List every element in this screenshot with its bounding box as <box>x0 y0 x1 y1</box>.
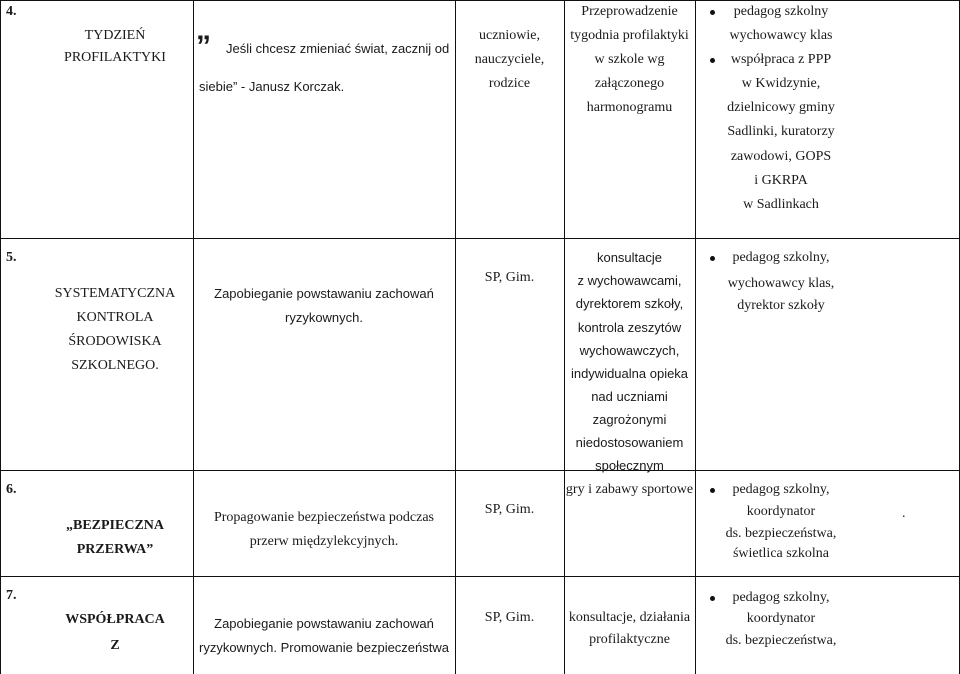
bullet-icon <box>710 256 715 261</box>
responsible-line: Sadlinki, kuratorzy <box>727 124 835 139</box>
responsible-line: i GKRPA <box>754 173 808 188</box>
quote-mark: ” <box>196 30 211 63</box>
responsible-line: pedagog szkolny, <box>732 250 830 265</box>
topic-line: Jeśli chcesz zmieniać świat, zacznij od <box>226 41 450 56</box>
row-divider <box>0 470 960 471</box>
responsible-line: pedagog szkolny, <box>732 590 830 605</box>
column-divider <box>0 0 1 674</box>
method-line: w szkole wg <box>594 52 665 67</box>
column-divider <box>193 0 194 674</box>
row-title: PROFILAKTYKI <box>64 50 166 65</box>
method-line: dyrektorem szkoły, <box>575 296 684 311</box>
method-line: konsultacje, działania <box>568 610 691 625</box>
topic-line: Propagowanie bezpieczeństwa podczas <box>213 510 434 525</box>
method-line: z wychowawcami, <box>577 273 682 288</box>
responsible-line: pedagog szkolny <box>733 4 829 19</box>
responsible-line: współpraca z PPP <box>730 52 832 67</box>
responsible-line: świetlica szkolna <box>732 546 830 561</box>
responsible-line: ds. bezpieczeństwa, <box>725 526 837 541</box>
responsible-line: ds. bezpieczeństwa, <box>725 633 837 648</box>
responsible-line: zawodowi, GOPS <box>730 149 832 164</box>
row-number: 7. <box>6 588 17 603</box>
row-title: Z <box>110 638 120 653</box>
topic-line: Zapobieganie powstawaniu zachowań <box>214 616 434 631</box>
method-line: gry i zabawy sportowe <box>565 482 694 497</box>
row-title: WSPÓŁPRACA <box>65 612 165 627</box>
topic-line: siebie” - Janusz Korczak. <box>199 79 345 94</box>
method-line: załączonego <box>594 76 665 91</box>
method-line: zagrożonymi <box>592 412 667 427</box>
recipient-line: uczniowie, <box>478 28 541 43</box>
recipient-line: SP, Gim. <box>484 502 535 517</box>
row-title: ŚRODOWISKA <box>68 334 162 349</box>
row-number: 4. <box>6 4 17 19</box>
row-number: 5. <box>6 250 17 265</box>
recipient-line: rodzice <box>488 76 531 91</box>
column-divider <box>455 0 456 674</box>
responsible-line: wychowawcy klas, <box>727 276 835 291</box>
responsible-line: pedagog szkolny, <box>732 482 830 497</box>
topic-line: ryzykownych. <box>284 310 364 325</box>
stray-period: . <box>902 506 906 521</box>
bullet-icon <box>710 488 715 493</box>
topic-line: przerw międzylekcyjnych. <box>249 534 399 549</box>
row-title: SZKOLNEGO. <box>71 358 159 373</box>
method-line: niedostosowaniem <box>575 435 684 450</box>
method-line: wychowawczych, <box>579 343 680 358</box>
topic-line: Zapobieganie powstawaniu zachowań <box>214 286 434 301</box>
row-title: PRZERWA” <box>76 542 154 557</box>
responsible-line: w Sadlinkach <box>743 197 819 212</box>
method-line: harmonogramu <box>586 100 673 115</box>
responsible-line: w Kwidzynie, <box>741 76 821 91</box>
bullet-icon <box>710 10 715 15</box>
bullet-icon <box>710 58 715 63</box>
row-divider <box>0 238 960 239</box>
method-line: profilaktyczne <box>589 632 670 647</box>
row-title: KONTROLA <box>76 310 154 325</box>
column-divider <box>695 0 696 674</box>
row-number: 6. <box>6 482 17 497</box>
bullet-icon <box>710 596 715 601</box>
recipient-line: nauczyciele, <box>474 52 545 67</box>
method-line: nad uczniami <box>591 389 668 404</box>
row-title: „BEZPIECZNA <box>65 518 165 533</box>
topic-line: ryzykownych. Promowanie bezpieczeństwa <box>199 640 449 655</box>
responsible-line: koordynator <box>746 504 816 519</box>
responsible-line: dyrektor szkoły <box>737 298 825 313</box>
responsible-line: wychowawcy klas <box>729 28 833 43</box>
method-line: tygodnia profilaktyki <box>570 28 689 43</box>
recipient-line: SP, Gim. <box>484 270 535 285</box>
row-title: SYSTEMATYCZNA <box>54 286 176 301</box>
row-title: TYDZIEŃ <box>84 28 146 43</box>
method-line: Przeprowadzenie <box>581 4 678 19</box>
row-divider <box>0 576 960 577</box>
method-line: indywidualna opieka <box>570 366 689 381</box>
recipient-line: SP, Gim. <box>484 610 535 625</box>
method-line: kontrola zeszytów <box>577 320 682 335</box>
responsible-line: koordynator <box>746 611 816 626</box>
method-line: konsultacje <box>596 250 663 265</box>
method-line: społecznym <box>595 458 664 473</box>
responsible-line: dzielnicowy gminy <box>727 100 835 115</box>
